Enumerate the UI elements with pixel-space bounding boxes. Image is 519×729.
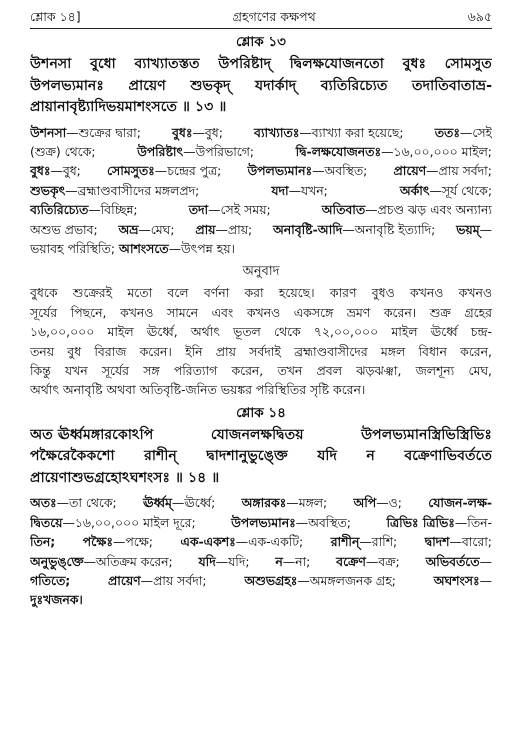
verse-line xyxy=(30,54,492,76)
verse-line xyxy=(30,425,492,447)
word: করেন, xyxy=(460,343,492,359)
synonym-entry xyxy=(275,552,310,571)
word: অর্থাৎ xyxy=(190,324,220,340)
synonym-entry xyxy=(244,571,396,590)
verse-word: যদি xyxy=(317,448,337,465)
word: ইনি xyxy=(185,343,203,359)
synonym-meaning: —প্রায়; xyxy=(215,221,253,237)
word: মাইল xyxy=(107,324,134,340)
synonym-meaning: — xyxy=(479,572,492,588)
synonym-meaning: —বুধ; xyxy=(192,124,223,140)
word: তখন xyxy=(277,362,303,378)
word: বর্ণনা xyxy=(203,285,230,301)
synonym-term: তিন; xyxy=(30,534,56,550)
synonym-meaning: —তা থেকে; xyxy=(56,495,117,511)
synonym-term: ন xyxy=(275,553,283,569)
synonym-line xyxy=(30,142,492,161)
word: সূর্যের xyxy=(101,362,129,378)
synonym-meaning: অশুভ প্রভাব; xyxy=(30,221,98,237)
synonym-term: রাশীন্ xyxy=(330,534,360,550)
synonym-line xyxy=(30,552,492,571)
synonym-entry xyxy=(30,513,196,532)
synonym-term: ব্যাখ্যাতঃ xyxy=(254,124,300,140)
synonym-meaning: —বারো; xyxy=(449,534,492,550)
synonym-meaning: —এক-একটি; xyxy=(235,534,304,550)
synonym-entry xyxy=(30,142,96,161)
synonym-term: অভ্র xyxy=(118,221,139,237)
synonym-entry xyxy=(242,493,328,512)
word: বিরাজ xyxy=(94,343,127,359)
synonym-meaning: —বুধ; xyxy=(50,163,81,179)
running-header xyxy=(30,6,492,28)
synonym-meaning: ভয়াবহ পরিস্থিতি; xyxy=(30,240,116,256)
word: মঙ্গল xyxy=(380,343,406,359)
synonym-term: অশুভগ্রহঃ xyxy=(244,572,298,588)
word: উপলভ্যমানঃ xyxy=(30,77,104,94)
word: শুভকৃদ্ xyxy=(190,77,231,94)
verse-line xyxy=(30,76,492,98)
synonym-entry xyxy=(119,239,235,258)
synonym-meaning: —ও; xyxy=(376,495,402,511)
synonym-entry xyxy=(387,513,493,532)
translation-line xyxy=(30,361,492,380)
translation-line xyxy=(30,322,492,341)
word: কারণ xyxy=(329,285,357,301)
synonym-term: বক্রেণ xyxy=(336,553,366,569)
synonym-term: বুধঃ xyxy=(30,163,51,179)
word: উপরিষ্টাদ্ xyxy=(218,56,272,72)
word: ৭২,০০,০০০ xyxy=(313,324,379,340)
synonym-meaning: — xyxy=(479,553,492,569)
synonym-entry xyxy=(273,220,435,239)
synonym-term: অঘশংসঃ xyxy=(433,572,480,588)
synonym-entry xyxy=(331,532,398,551)
synonym-term: ভয়ম্ xyxy=(456,221,480,237)
synonym-term: ততঃ xyxy=(434,124,460,140)
verse-word: রাশীন্ xyxy=(144,448,177,465)
synonym-entry xyxy=(30,161,81,180)
word: মতো xyxy=(127,285,153,301)
synonym-entry xyxy=(322,200,492,219)
translation-line xyxy=(30,283,492,302)
translation-heading: অনুবাদ xyxy=(242,264,280,280)
synonym-term: যদা xyxy=(271,182,289,198)
synonym-term: অঙ্গারকঃ xyxy=(241,495,287,511)
synonym-meaning: —সেই xyxy=(459,124,492,140)
synonym-entry xyxy=(172,123,223,142)
verse-word: অত ঊর্ধ্বমঙ্গারকোঽপি xyxy=(30,426,154,443)
synonym-term: শুভকৃৎ xyxy=(30,182,66,198)
synonym-term: বুধঃ xyxy=(172,124,193,140)
synonym-line xyxy=(30,532,492,551)
page xyxy=(30,6,492,610)
synonym-term: অর্কাৎ xyxy=(399,182,430,198)
word: করেন। xyxy=(139,343,172,359)
synonym-entry xyxy=(456,220,492,239)
synonym-line xyxy=(30,220,492,239)
synonym-line xyxy=(30,493,492,512)
word: করেন, xyxy=(231,362,264,378)
synonym-term: অনুভুঙ্‌ক্তে xyxy=(30,553,84,569)
synonym-meaning: —সূর্য থেকে; xyxy=(429,182,492,198)
synonym-meaning: —বিচ্ছিন্ন; xyxy=(88,202,138,218)
synonym-line xyxy=(30,571,492,590)
synonym-meaning: —অবস্থিত; xyxy=(312,163,368,179)
synonym-meaning: —সেই সময়; xyxy=(208,202,271,218)
synonym-meaning: —ব্রহ্মাণ্ডবাসীদের মঙ্গলপ্রদ; xyxy=(65,182,200,198)
word: পরিত্যাগ xyxy=(173,362,218,378)
verse-word: পক্ষৈরেকৈকশো xyxy=(30,448,115,465)
synonym-entry xyxy=(180,532,303,551)
word: যখন xyxy=(64,362,88,378)
synonym-term: উপলভ্যমানঃ xyxy=(231,514,296,530)
synonym-term: আশংসতে xyxy=(119,240,169,256)
word: সর্বদাই xyxy=(249,343,281,359)
translation-line xyxy=(30,303,492,322)
synonym-meaning: —মঙ্গল; xyxy=(286,495,328,511)
word: উশনসা xyxy=(30,56,72,72)
word: সঙ্গ xyxy=(143,362,160,378)
synonym-meaning: —প্রায় সর্বদা; xyxy=(140,572,207,588)
word: ভ্রমণ xyxy=(346,304,371,320)
word: ব্রহ্মাণ্ডবাসীদের xyxy=(294,343,368,359)
word: কখনও xyxy=(246,304,281,320)
synonym-entry xyxy=(426,552,492,571)
synonym-meaning: —যদি; xyxy=(215,553,250,569)
word: বুধকে xyxy=(30,285,58,301)
synonym-term: অভিবর্ততে xyxy=(425,553,480,569)
word: সামনে xyxy=(166,304,199,320)
verse-word: বক্রেণাভিবর্ততে xyxy=(404,448,492,465)
synonym-meaning: —অবস্থিত; xyxy=(295,514,351,530)
word: বুধো xyxy=(90,56,116,72)
synonym-entry xyxy=(30,552,173,571)
synonym-meaning: —উৎপন্ন হয়। xyxy=(168,240,235,256)
synonym-meaning: —না; xyxy=(282,553,311,569)
synonym-term: উপরিষ্টাৎ xyxy=(137,143,184,159)
synonym-line xyxy=(30,161,492,180)
header-chapter-title: গ্রহগণের কক্ষপথ xyxy=(232,9,316,24)
synonym-meaning: — xyxy=(479,221,492,237)
word: ব্যতিরিচ্যেত xyxy=(320,77,388,94)
synonym-entry xyxy=(119,220,175,239)
synonym-entry xyxy=(199,552,250,571)
synonym-term: অতঃ xyxy=(30,495,57,511)
word: বুধঃ xyxy=(402,56,427,72)
synonym-meaning: —অনাবৃষ্টি ইত্যাদি; xyxy=(342,221,436,237)
synonym-term: ব্যতিরিচ্যেত xyxy=(30,202,89,218)
synonym-term: অনাবৃষ্টি-আদি xyxy=(273,221,343,237)
verse-word: প্রায়েণাশুভগ্রহোঽঘশংসঃ ॥ ১৪ ॥ xyxy=(30,469,220,486)
synonym-entry xyxy=(30,590,83,609)
word: কখনও xyxy=(410,285,444,301)
synonym-entry xyxy=(428,493,492,512)
synonym-entry xyxy=(30,220,98,239)
synonym-meaning: —মেঘ; xyxy=(138,221,175,237)
word: একসঙ্গে xyxy=(293,304,334,320)
synonym-meaning: —১৬,০০,০০০ মাইল দূরে; xyxy=(62,514,196,530)
word: শুক্রেরই xyxy=(72,285,113,301)
word: প্রবল xyxy=(316,362,342,378)
synonym-entry xyxy=(336,552,400,571)
synonym-entry xyxy=(30,200,138,219)
verse-13-synonyms xyxy=(30,123,492,259)
word: ব্যাখ্যাতস্তত xyxy=(134,56,200,72)
synonym-term: যোজন-লক্ষ- xyxy=(428,495,492,511)
synonym-entry xyxy=(107,161,221,180)
synonym-entry xyxy=(30,239,115,258)
synonym-entry xyxy=(108,571,206,590)
word: মেঘ, xyxy=(468,362,492,378)
synonym-entry xyxy=(83,532,153,551)
synonym-term: অপি xyxy=(353,495,377,511)
word: করেন। xyxy=(383,304,417,320)
synonym-entry xyxy=(189,200,271,219)
synonym-entry xyxy=(434,571,492,590)
verse-13-translation xyxy=(30,283,492,399)
verse-14-synonyms xyxy=(30,493,492,609)
word: বলে xyxy=(167,285,189,301)
synonym-meaning: —রাশি; xyxy=(359,534,398,550)
synonym-meaning: —১৬,০০,০০০ মাইল; xyxy=(381,143,492,159)
word: ভূতল xyxy=(233,324,261,340)
verse-13-heading: শ্লোক ১৩ xyxy=(236,34,286,50)
word: সোমসুত xyxy=(444,56,492,72)
synonym-meaning: —অতিক্রম করেন; xyxy=(83,553,173,569)
word: বুধ xyxy=(67,343,82,359)
synonym-line xyxy=(30,123,492,142)
synonym-entry xyxy=(137,142,254,161)
word: সূর্যের xyxy=(30,304,58,320)
verse-line xyxy=(30,446,492,468)
synonym-meaning: —অমঙ্গলজনক গ্রহ; xyxy=(297,572,396,588)
synonym-term: দ্বি-লক্ষযোজনতঃ xyxy=(295,143,382,159)
synonym-term: তদা xyxy=(188,202,209,218)
page-number: ৬৯৫ xyxy=(467,9,492,24)
synonym-entry xyxy=(231,513,351,532)
synonym-line xyxy=(30,181,492,200)
synonym-term: ঊর্ধ্বম্ xyxy=(143,495,172,511)
synonym-entry xyxy=(296,142,492,161)
synonym-meaning: —পক্ষে; xyxy=(112,534,153,550)
word: চন্দ্র- xyxy=(470,324,492,340)
synonym-term: পক্ষৈঃ xyxy=(82,534,113,550)
synonym-term: দ্বিতয়ে xyxy=(30,514,63,530)
synonym-term: সোমসুতঃ xyxy=(107,163,155,179)
word: প্রায়েণ xyxy=(128,77,166,94)
synonym-meaning: —ঊর্ধ্বে; xyxy=(171,495,216,511)
synonym-entry xyxy=(30,532,55,551)
synonym-line xyxy=(30,200,492,219)
synonym-entry xyxy=(30,571,70,590)
word: ১৬,০০,০০০ xyxy=(30,324,95,340)
word: ঝড়ঝঞ্ঝা, xyxy=(356,362,402,378)
verse-word: ন xyxy=(366,448,375,465)
translation-line: অর্থাৎ অনাবৃষ্টি অথবা অতিবৃষ্টি-জনিত ভয়ঙ্কর পরিস্থিতির সৃষ্টি করেন। xyxy=(30,382,366,398)
verse-line xyxy=(30,468,492,490)
synonym-meaning: —প্রচণ্ড ঝড় এবং অন্যান্য xyxy=(365,202,492,218)
synonym-meaning: —তিন- xyxy=(454,514,492,530)
header-verse-ref: শ্লোক ১৪] xyxy=(30,9,81,24)
synonym-entry xyxy=(195,220,252,239)
word: কখনও xyxy=(458,285,492,301)
verse-14-heading: শ্লোক ১৪ xyxy=(236,404,286,421)
verse-word: দ্বাদশানুভুঙ্ক্তে xyxy=(206,448,288,465)
word: তদাতিবাতাভ্র- xyxy=(412,77,492,94)
synonym-term: দুঃখজনক। xyxy=(30,592,83,608)
verse-13-text xyxy=(30,54,492,119)
synonym-entry xyxy=(143,493,215,512)
synonym-meaning: —উপরিভাগে; xyxy=(183,143,255,159)
word: ঊর্ধ্বে xyxy=(430,324,458,340)
verse-line: প্রায়ানাবৃষ্ট্যাদিভয়মাশংসতে ॥ ১৩ ॥ xyxy=(30,99,227,115)
word: কখনও xyxy=(120,304,154,320)
synonym-term: প্রায় xyxy=(195,221,216,237)
verse-word: উপলভ্যমানস্ত্রিভিস্ত্রিভিঃ xyxy=(361,426,492,443)
synonym-entry xyxy=(435,123,492,142)
synonym-term: উশনসা xyxy=(30,124,67,140)
synonym-line xyxy=(30,239,492,258)
synonym-line xyxy=(30,513,492,532)
word: তনয় xyxy=(30,343,54,359)
synonym-term: এক-একশঃ xyxy=(180,534,236,550)
word: বুধও xyxy=(371,285,395,301)
word: শুক্র xyxy=(429,304,451,320)
synonym-entry xyxy=(254,123,404,142)
word: পিছনে, xyxy=(70,304,107,320)
synonym-term: উপলভ্যমানঃ xyxy=(247,163,313,179)
synonym-term: গতিতে; xyxy=(30,572,71,588)
word: জলশূন্য xyxy=(415,362,455,378)
synonym-term: যদি xyxy=(198,553,216,569)
synonym-term: প্রায়েণ xyxy=(108,572,141,588)
synonym-entry xyxy=(30,181,199,200)
word: যদার্কাদ্ xyxy=(255,77,297,94)
header-rule xyxy=(30,28,492,29)
synonym-entry xyxy=(247,161,367,180)
verse-14-text xyxy=(30,425,492,490)
synonym-entry xyxy=(30,493,117,512)
synonym-term: দ্বাদশ xyxy=(424,534,450,550)
verse-word: যোজনলক্ষদ্বিতয় xyxy=(210,426,304,443)
synonym-meaning: —বক্র; xyxy=(365,553,400,569)
synonym-entry xyxy=(271,181,328,200)
word: কিন্তু xyxy=(30,362,51,378)
word: হয়েছে। xyxy=(278,285,315,301)
synonym-entry xyxy=(425,532,492,551)
translation-line xyxy=(30,342,492,361)
word: করা xyxy=(244,285,264,301)
word: বিধান xyxy=(418,343,447,359)
synonym-meaning: —শুক্রের দ্বারা; xyxy=(66,124,141,140)
synonym-term: ত্রিভিঃ ত্রিভিঃ xyxy=(386,514,455,530)
synonym-entry xyxy=(394,161,492,180)
synonym-meaning: —ব্যাখ্যা করা হয়েছে; xyxy=(299,124,404,140)
synonym-term: প্রায়েণ xyxy=(393,163,427,179)
word: গ্রহের xyxy=(464,304,492,320)
synonym-meaning: —চন্দ্রের পুত্র; xyxy=(154,163,222,179)
synonym-term: অতিবাত xyxy=(321,202,366,218)
synonym-entry xyxy=(354,493,402,512)
word: প্রায় xyxy=(215,343,236,359)
synonym-entry xyxy=(400,181,492,200)
synonym-meaning: (শুক্র) থেকে; xyxy=(30,143,96,159)
synonym-line xyxy=(30,590,492,609)
word: দ্বিলক্ষযোজনতো xyxy=(289,56,384,72)
word: মাইল xyxy=(391,324,418,340)
synonym-meaning: —প্রায় সর্বদা; xyxy=(426,163,492,179)
synonym-entry xyxy=(30,123,141,142)
word: এবং xyxy=(211,304,234,320)
word: ঊর্ধ্বে, xyxy=(146,324,178,340)
word: থেকে xyxy=(273,324,301,340)
synonym-meaning: —যখন; xyxy=(288,182,328,198)
